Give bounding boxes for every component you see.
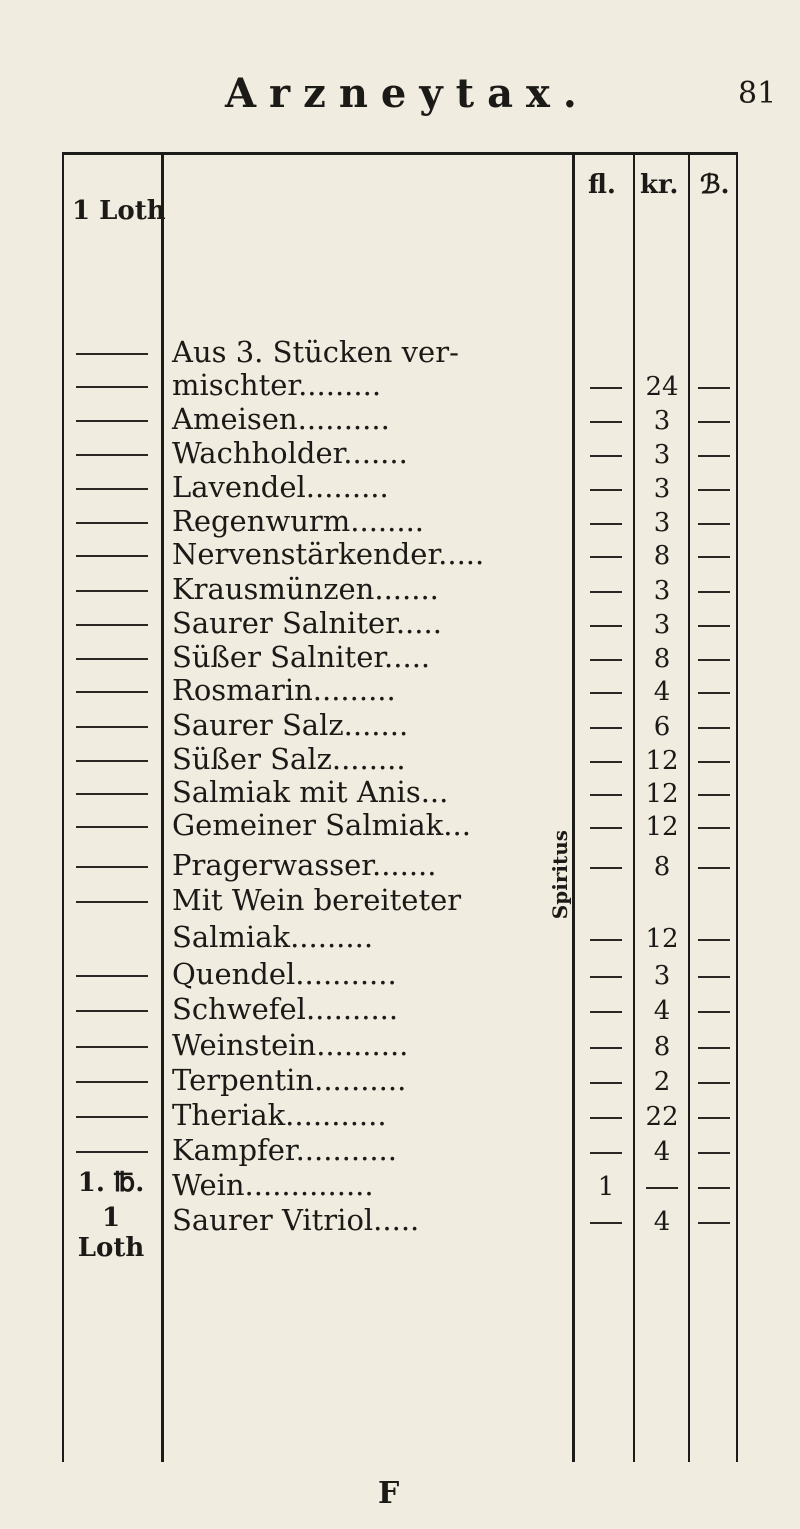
row-fl xyxy=(580,961,632,991)
row-kr: 6 xyxy=(653,712,671,742)
row-d xyxy=(690,712,738,742)
table-row xyxy=(0,1203,800,1263)
row-fl xyxy=(580,440,632,470)
signature-mark: F xyxy=(378,1476,400,1511)
quantity-dash xyxy=(76,1046,148,1048)
table-row xyxy=(0,742,800,778)
row-d xyxy=(690,812,738,842)
row-quantity xyxy=(68,370,154,400)
row-item: Kampfer........... xyxy=(172,1133,397,1167)
table-row xyxy=(0,920,800,956)
dash-mark xyxy=(698,455,730,457)
row-d xyxy=(690,644,738,674)
row-quantity xyxy=(68,404,154,434)
quantity-dash xyxy=(76,691,148,693)
dash-mark xyxy=(698,1082,730,1084)
row-item: Lavendel......... xyxy=(172,470,389,504)
dash-mark xyxy=(590,387,622,389)
row-quantity xyxy=(68,1170,154,1200)
row-item: Saurer Vitriol..... xyxy=(172,1203,420,1237)
row-quantity xyxy=(68,777,154,807)
row-quantity xyxy=(68,744,154,774)
page-number: 81 xyxy=(738,76,777,111)
dash-mark xyxy=(698,761,730,763)
row-quantity xyxy=(68,922,154,952)
dash-mark xyxy=(590,794,622,796)
table-row xyxy=(0,1133,800,1169)
row-fl xyxy=(580,712,632,742)
quantity-dash xyxy=(76,522,148,524)
row-fl xyxy=(580,852,632,882)
row-item: Quendel........... xyxy=(172,957,397,991)
quantity-dash xyxy=(76,1151,148,1153)
row-d xyxy=(690,508,738,538)
row-quantity xyxy=(68,642,154,672)
row-fl xyxy=(580,644,632,674)
row-kr: 4 xyxy=(653,1137,671,1167)
row-fl xyxy=(580,1067,632,1097)
row-d xyxy=(690,610,738,640)
table-row xyxy=(0,335,800,371)
row-item: Süßer Salniter..... xyxy=(172,640,431,674)
table-row xyxy=(0,470,800,506)
table-row xyxy=(0,436,800,472)
row-d xyxy=(690,1032,738,1062)
row-fl xyxy=(580,474,632,504)
row-quantity xyxy=(68,850,154,880)
dash-mark xyxy=(590,523,622,525)
dash-mark xyxy=(698,523,730,525)
row-item: Nervenstärkender..... xyxy=(172,537,485,571)
row-quantity xyxy=(68,810,154,840)
row-item: Salmiak......... xyxy=(172,920,374,954)
row-d xyxy=(690,406,738,436)
row-item: Mit Wein bereiteter xyxy=(172,883,462,917)
row-item: Pragerwasser....... xyxy=(172,848,437,882)
quantity-dash xyxy=(76,386,148,388)
quantity-dash xyxy=(76,658,148,660)
row-fl xyxy=(580,924,632,954)
row-fl xyxy=(580,610,632,640)
row-item: Salmiak mit Anis... xyxy=(172,775,449,809)
page-title: Arzneytax. xyxy=(225,70,590,117)
table-row xyxy=(0,848,800,884)
dash-mark xyxy=(698,1187,730,1189)
row-kr: 12 xyxy=(645,924,679,954)
dash-mark xyxy=(590,625,622,627)
table-row xyxy=(0,708,800,744)
table-row xyxy=(0,504,800,540)
table-row xyxy=(0,368,800,404)
quantity-dash xyxy=(76,726,148,728)
quantity-heading: 1 Loth xyxy=(72,196,166,226)
table-row xyxy=(0,1098,800,1134)
row-d xyxy=(690,1067,738,1097)
table-row xyxy=(0,673,800,709)
row-quantity xyxy=(68,994,154,1024)
row-kr: 12 xyxy=(645,746,679,776)
dash-mark xyxy=(698,1222,730,1224)
dash-mark xyxy=(590,1011,622,1013)
dash-mark xyxy=(698,1047,730,1049)
dash-mark xyxy=(698,794,730,796)
row-kr: 8 xyxy=(653,541,671,571)
row-quantity xyxy=(68,675,154,705)
dash-mark xyxy=(590,727,622,729)
quantity-text: 1 Loth xyxy=(77,1203,145,1263)
row-quantity xyxy=(68,438,154,468)
dash-mark xyxy=(646,1187,678,1189)
dash-mark xyxy=(590,1047,622,1049)
dash-mark xyxy=(698,659,730,661)
dash-mark xyxy=(698,727,730,729)
dash-mark xyxy=(590,827,622,829)
row-item: Gemeiner Salmiak... xyxy=(172,808,471,842)
row-kr: 4 xyxy=(653,677,671,707)
dash-mark xyxy=(698,489,730,491)
table-row xyxy=(0,1028,800,1064)
row-kr: 22 xyxy=(645,1102,679,1132)
row-kr: 3 xyxy=(653,610,671,640)
dash-mark xyxy=(590,939,622,941)
row-quantity xyxy=(68,1065,154,1095)
dash-mark xyxy=(590,692,622,694)
row-item: Süßer Salz........ xyxy=(172,742,406,776)
row-fl: 1 xyxy=(597,1172,615,1202)
row-fl xyxy=(580,677,632,707)
row-kr xyxy=(636,1172,688,1202)
table-row xyxy=(0,537,800,573)
row-kr: 3 xyxy=(653,576,671,606)
row-quantity xyxy=(68,506,154,536)
row-quantity xyxy=(68,1203,154,1263)
dash-mark xyxy=(698,387,730,389)
row-fl xyxy=(580,372,632,402)
dash-mark xyxy=(590,591,622,593)
dash-mark xyxy=(590,1082,622,1084)
quantity-dash xyxy=(76,420,148,422)
row-d xyxy=(690,372,738,402)
quantity-dash xyxy=(76,793,148,795)
row-kr: 3 xyxy=(653,961,671,991)
row-fl xyxy=(580,1207,632,1237)
col-kr-heading: kr. xyxy=(640,170,679,200)
row-d xyxy=(690,924,738,954)
quantity-dash xyxy=(76,353,148,355)
row-fl xyxy=(580,1032,632,1062)
row-item: Terpentin.......... xyxy=(172,1063,407,1097)
running-head xyxy=(0,62,800,122)
dash-mark xyxy=(590,659,622,661)
row-fl xyxy=(580,1137,632,1167)
row-d xyxy=(690,576,738,606)
row-kr: 4 xyxy=(653,996,671,1026)
row-fl xyxy=(580,406,632,436)
row-quantity xyxy=(68,1135,154,1165)
row-d xyxy=(690,996,738,1026)
quantity-dash xyxy=(76,1116,148,1118)
table-row xyxy=(0,572,800,608)
table-row xyxy=(0,957,800,993)
dash-mark xyxy=(590,867,622,869)
row-d xyxy=(690,852,738,882)
row-kr: 3 xyxy=(653,474,671,504)
quantity-dash xyxy=(76,454,148,456)
dash-mark xyxy=(698,827,730,829)
row-kr: 12 xyxy=(645,812,679,842)
dash-mark xyxy=(698,976,730,978)
row-d xyxy=(690,1137,738,1167)
dash-mark xyxy=(590,1117,622,1119)
row-item: Ameisen.......... xyxy=(172,402,390,436)
row-item: Saurer Salz....... xyxy=(172,708,409,742)
quantity-dash xyxy=(76,488,148,490)
row-item: mischter......... xyxy=(172,368,382,402)
row-kr: 12 xyxy=(645,779,679,809)
row-fl xyxy=(580,508,632,538)
row-fl xyxy=(580,576,632,606)
dash-mark xyxy=(590,455,622,457)
row-fl xyxy=(580,996,632,1026)
dash-mark xyxy=(590,976,622,978)
quantity-dash xyxy=(76,826,148,828)
quantity-dash xyxy=(76,555,148,557)
dash-mark xyxy=(590,556,622,558)
table-row xyxy=(0,640,800,676)
col-fl-heading: fl. xyxy=(588,170,616,200)
row-item: Wachholder....... xyxy=(172,436,408,470)
dash-mark xyxy=(590,1152,622,1154)
row-quantity xyxy=(68,885,154,915)
row-d xyxy=(690,1102,738,1132)
row-d xyxy=(690,961,738,991)
col-d-heading: ℬ. xyxy=(700,170,730,200)
quantity-dash xyxy=(76,590,148,592)
row-item: Weinstein.......... xyxy=(172,1028,409,1062)
row-fl xyxy=(580,541,632,571)
row-d xyxy=(690,474,738,504)
row-item: Saurer Salniter..... xyxy=(172,606,442,640)
row-kr: 8 xyxy=(653,852,671,882)
row-quantity xyxy=(68,710,154,740)
row-d xyxy=(690,541,738,571)
row-kr: 3 xyxy=(653,440,671,470)
row-item: Schwefel.......... xyxy=(172,992,399,1026)
quantity-dash xyxy=(76,975,148,977)
quantity-dash xyxy=(76,1010,148,1012)
row-fl xyxy=(580,779,632,809)
row-fl xyxy=(580,746,632,776)
dash-mark xyxy=(698,692,730,694)
dash-mark xyxy=(590,761,622,763)
row-kr: 3 xyxy=(653,508,671,538)
row-kr: 3 xyxy=(653,406,671,436)
row-kr: 24 xyxy=(645,372,679,402)
quantity-text: 1. ℔. xyxy=(77,1168,145,1198)
quantity-dash xyxy=(76,624,148,626)
quantity-dash xyxy=(76,1081,148,1083)
row-d xyxy=(690,1207,738,1237)
marginal-note: Spiritus xyxy=(548,830,572,920)
dash-mark xyxy=(698,625,730,627)
row-item: Theriak........... xyxy=(172,1098,387,1132)
row-item: Krausmünzen....... xyxy=(172,572,439,606)
row-quantity xyxy=(68,472,154,502)
row-fl xyxy=(580,1102,632,1132)
row-item: Regenwurm........ xyxy=(172,504,425,538)
quantity-dash xyxy=(76,760,148,762)
row-quantity xyxy=(68,1100,154,1130)
table-row xyxy=(0,992,800,1028)
row-quantity xyxy=(68,608,154,638)
dash-mark xyxy=(698,1011,730,1013)
dash-mark xyxy=(698,939,730,941)
dash-mark xyxy=(590,1222,622,1224)
table-row xyxy=(0,808,800,844)
row-fl xyxy=(580,812,632,842)
dash-mark xyxy=(590,489,622,491)
row-d xyxy=(690,746,738,776)
dash-mark xyxy=(698,421,730,423)
row-kr: 8 xyxy=(653,1032,671,1062)
quantity-dash xyxy=(76,901,148,903)
row-item: Rosmarin......... xyxy=(172,673,396,707)
row-quantity xyxy=(68,959,154,989)
row-d xyxy=(690,677,738,707)
table-row xyxy=(0,1168,800,1204)
dash-mark xyxy=(698,1117,730,1119)
table-row xyxy=(0,883,800,919)
dash-mark xyxy=(698,1152,730,1154)
row-d xyxy=(690,1172,738,1202)
row-kr: 2 xyxy=(653,1067,671,1097)
dash-mark xyxy=(698,556,730,558)
row-quantity xyxy=(68,1030,154,1060)
table-row xyxy=(0,775,800,811)
row-quantity xyxy=(68,574,154,604)
dash-mark xyxy=(590,421,622,423)
row-item: Aus 3. Stücken ver- xyxy=(172,335,459,369)
table-row xyxy=(0,606,800,642)
row-item: Wein.............. xyxy=(172,1168,374,1202)
row-d xyxy=(690,440,738,470)
row-kr: 4 xyxy=(653,1207,671,1237)
table-row xyxy=(0,402,800,438)
row-kr: 8 xyxy=(653,644,671,674)
dash-mark xyxy=(698,591,730,593)
table-row xyxy=(0,1063,800,1099)
dash-mark xyxy=(698,867,730,869)
quantity-dash xyxy=(76,866,148,868)
row-quantity xyxy=(68,337,154,367)
row-d xyxy=(690,779,738,809)
row-quantity xyxy=(68,539,154,569)
